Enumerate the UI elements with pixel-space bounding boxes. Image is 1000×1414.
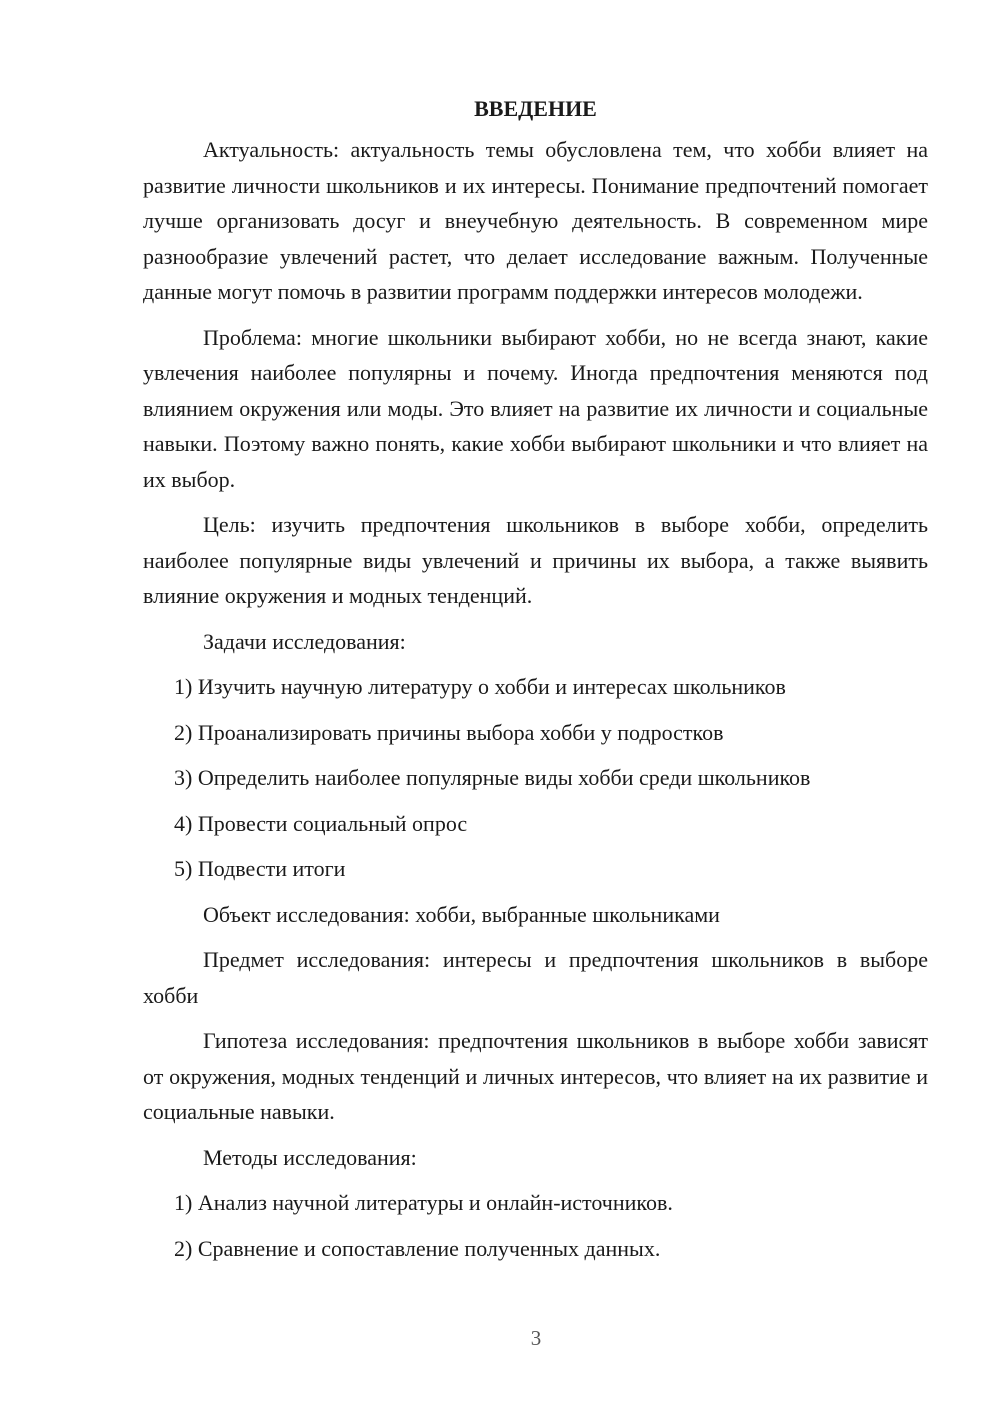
methods-list [143,1185,928,1266]
task-item: 1) Изучить научную литературу о хобби и интересах школьников [174,674,786,699]
relevance-paragraph: Актуальность: актуальность темы обусловлена тем, что хобби влияет на развитие личности школьников и их интересы. Понимание предпочтений помогает лучше организовать досуг и внеучебную деятельность. В современном мире разнообразие увлечений растет, что делает исследование важным. Полученные данные могут помочь в развитии программ поддержки интересов молодежи. [143,137,928,304]
task-item: 2) Проанализировать причины выбора хобби у подростков [174,719,724,745]
page-title: ВВЕДЕНИЕ [474,96,597,121]
task-item: 4) Провести социальный опрос [174,810,468,836]
page-number: 3 [530,1326,542,1350]
document-page [143,92,928,1276]
goal-paragraph: Цель: изучить предпочтения школьников в выборе хобби, определить наиболее популярные виды увлечений и причины их выбора, а также выявить влияние окружения и модных тенденций. [143,512,928,608]
object-paragraph: Объект исследования: хобби, выбранные школьниками [203,901,720,927]
tasks-list [143,669,928,887]
tasks-heading: Задачи исследования: [203,628,406,654]
subject-paragraph: Предмет исследования: интересы и предпочтения школьников в выборе хобби [143,947,928,1008]
problem-paragraph: Проблема: многие школьники выбирают хобби, но не всегда знают, какие увлечения наиболее популярны и почему. Иногда предпочтения меняются под влиянием окружения или моды. Это влияет на развитие их личности и социальные навыки. Поэтому важно понять, какие хобби выбирают школьники и что влияет на их выбор. [143,324,928,492]
method-item: 1) Анализ научной литературы и онлайн-источников. [174,1190,673,1215]
task-item: 3) Определить наиболее популярные виды хобби среди школьников [174,765,811,790]
method-item: 2) Сравнение и сопоставление полученных данных. [174,1235,661,1261]
hypothesis-paragraph: Гипотеза исследования: предпочтения школьников в выборе хобби зависят от окружения, модных тенденций и личных интересов, что влияет на их развитие и социальные навыки. [143,1028,928,1124]
task-item: 5) Подвести итоги [174,856,346,881]
methods-heading: Методы исследования: [203,1144,417,1170]
